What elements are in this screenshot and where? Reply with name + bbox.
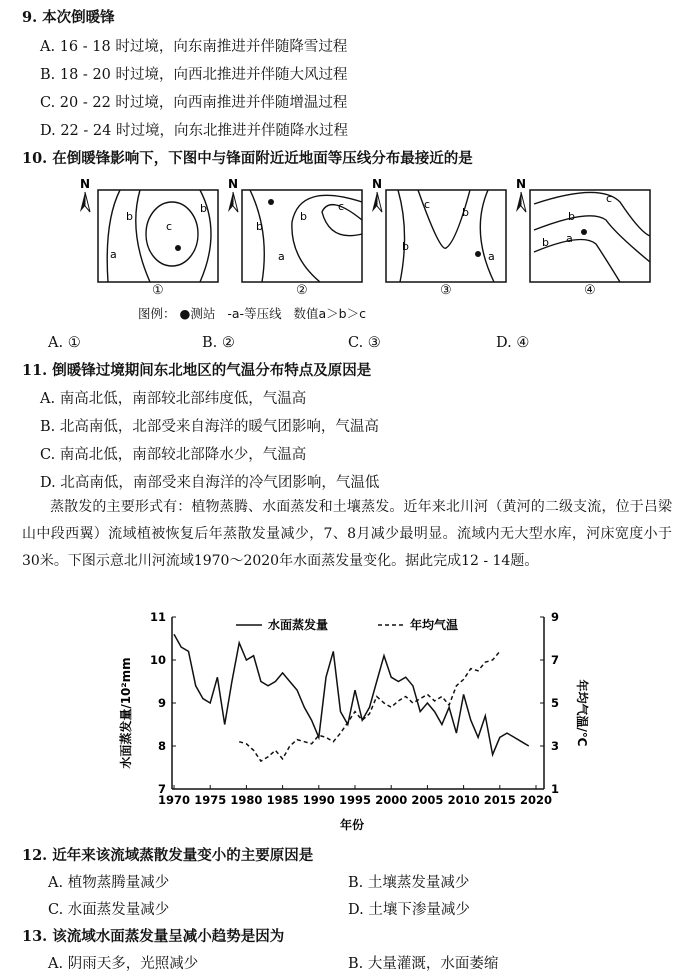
legend-station: 测站 [190,306,216,321]
svg-text:b: b [462,206,469,219]
x-tick-label: 1970 [157,793,191,807]
legend-prefix: 图例： [138,306,176,321]
y-tick-label: 8 [157,739,166,753]
x-tick-label: 1980 [230,793,263,807]
passage-text: 蒸散发的主要形式有：植物蒸腾、水面蒸发和土壤蒸发。近年来北川河（黄河的二级支流，位于吕梁山中段西翼）流域植被恢复后年蒸散发量减少，7、8月减少最明显。流域内无大型水库，河床宽度小于30米。下图示意北川河流域1970～2020年水面蒸发量变化。据此完成12 - 14题。 [22,499,672,569]
svg-text:c: c [424,198,431,211]
y2-tick-label: 3 [551,739,560,753]
north-arrow-icon [80,177,90,212]
x-tick-label: 1985 [266,793,299,807]
q12-option-c: C. 水面蒸发量减少 [48,902,170,918]
panel-label-4: ④ [584,283,596,298]
q10-option-c: C. ③ [348,335,381,351]
isobar-panel-1 [98,190,218,282]
x-tick-label: 2015 [483,793,516,807]
q9-option-a: A. 16 - 18 时过境，向东南推进并伴随降雪过程 [40,39,348,55]
q13-option-b: B. 大量灌溉，水面萎缩 [348,956,499,972]
y2-tick-label: 9 [551,610,560,624]
x-tick-label: 2000 [375,793,408,807]
q12-option-b: B. 土壤蒸发量减少 [348,875,470,891]
legend-isobar-mark: a [231,306,240,321]
north-arrow-icon [372,177,382,212]
x-tick-label: 2020 [519,793,553,807]
svg-text:c: c [606,192,613,205]
y-tick-label: 10 [149,653,166,667]
isobar-line-icon: - [239,306,245,321]
svg-text:b: b [256,220,263,233]
q12-option-a: A. 植物蒸腾量减少 [48,875,170,891]
svg-text:c: c [166,220,173,233]
svg-text:b: b [568,210,575,223]
y2-tick-label: 5 [551,696,560,710]
x-tick-label: 2010 [447,793,480,807]
q10-option-b: B. ② [202,335,235,351]
evaporation-temperature-chart [0,603,692,843]
q10-option-a: A. ① [48,335,81,351]
svg-text:c: c [338,200,345,213]
figure-legend [138,304,366,322]
north-arrow-icon [516,177,526,212]
svg-text:b: b [126,210,133,223]
q13-option-a: A. 阴雨天多，光照减少 [48,956,199,972]
q11-option-d: D. 北高南低，南部受来自海洋的冷气团影响，气温低 [40,475,380,491]
x-tick-label: 2005 [411,793,444,807]
legend-isobar: 等压线 [244,306,282,321]
isobar-panel-4 [530,190,650,282]
station-dot-icon: ● [179,306,191,321]
chart-legend [236,617,458,632]
q9-option-c: C. 20 - 22 时过境，向西南推进并伴随增温过程 [40,95,348,111]
y2-tick-label: 1 [551,782,560,796]
q9-option-d: D. 22 - 24 时过境，向东北推进并伴随降水过程 [40,123,348,139]
q12-title: 12. 近年来该流域蒸散发量变小的主要原因是 [22,847,314,864]
y2-tick-label: 7 [551,653,560,667]
x-tick-label: 1995 [338,793,372,807]
svg-text:a: a [110,248,117,261]
x-axis-label: 年份 [339,818,365,832]
q10-title: 10. 在倒暖锋影响下，下图中与锋面附近近地面等压线分布最接近的是 [22,150,473,167]
svg-text:b: b [402,240,409,253]
svg-text:N: N [228,177,239,191]
q9-option-b: B. 18 - 20 时过境，向西北推进并伴随大风过程 [40,67,348,83]
y-axis-label: 水面蒸发量/10²mm [119,657,133,769]
legend-series-2: 年均气温 [410,618,459,632]
y-tick-label: 7 [157,782,166,796]
isobar-panel-3 [386,190,506,282]
svg-text:b: b [300,210,307,223]
q9-title: 9. 本次倒暖锋 [22,9,115,26]
svg-text:N: N [516,177,527,191]
legend-series-1: 水面蒸发量 [268,618,329,632]
north-arrow-icon [228,177,238,212]
q11-title: 11. 倒暖锋过境期间东北地区的气温分布特点及原因是 [22,362,372,379]
x-tick-label: 1990 [302,793,335,807]
y2-axis-label: 年均气温/℃ [575,679,589,747]
y-tick-label: 11 [149,610,166,624]
q10-option-d: D. ④ [496,335,530,351]
legend-order: 数值a＞b＞c [293,306,366,321]
isobar-line-icon: - [227,306,232,321]
svg-text:b: b [542,236,549,249]
panel-label-2: ② [296,283,308,298]
q13-title: 13. 该流域水面蒸发量呈减小趋势是因为 [22,928,285,945]
panel-label-1: ① [152,283,164,298]
series-evaporation-line [174,634,529,754]
q12-option-d: D. 土壤下渗量减少 [348,902,470,918]
y-tick-label: 9 [157,696,166,710]
isobar-panel-2 [242,190,362,282]
svg-text:N: N [80,177,91,191]
q11-option-a: A. 南高北低，南部较北部纬度低，气温高 [40,391,307,407]
q11-option-c: C. 南高北低，南部较北部降水少，气温高 [40,447,307,463]
svg-text:b: b [200,202,207,215]
x-tick-label: 1975 [194,793,227,807]
svg-text:N: N [372,177,383,191]
svg-text:a: a [278,250,285,263]
panel-label-3: ③ [440,283,452,298]
svg-text:a: a [566,232,573,245]
q11-option-b: B. 北高南低，北部受来自海洋的暖气团影响，气温高 [40,419,379,435]
svg-text:a: a [488,250,495,263]
